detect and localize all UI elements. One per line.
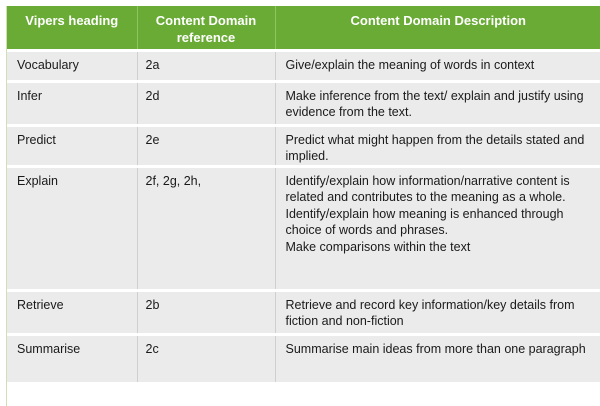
- header-vipers-heading: Vipers heading: [7, 6, 137, 50]
- table-row: [7, 334, 600, 382]
- description-line: Make comparisons within the text: [285, 239, 471, 254]
- vipers-table-container: [6, 6, 600, 406]
- row-heading: Infer: [7, 81, 137, 125]
- description-line: Identify/explain how meaning is enhanced through choice of words and phrases.: [285, 206, 564, 237]
- description-line: Retrieve and record key information/key details from fiction and non-fiction: [285, 297, 575, 328]
- header-content-domain-reference: Content Domain reference: [137, 6, 275, 50]
- header-content-domain-description: Content Domain Description: [275, 6, 600, 50]
- row-heading: Vocabulary: [7, 50, 137, 81]
- row-description: [275, 50, 600, 81]
- row-reference: 2e: [137, 125, 275, 166]
- table-row: [7, 125, 600, 166]
- table-header-row: [7, 6, 600, 50]
- row-heading: Predict: [7, 125, 137, 166]
- description-line: Make inference from the text/ explain and justify using evidence from the text.: [285, 88, 584, 119]
- row-heading: Explain: [7, 166, 137, 290]
- description-line: Give/explain the meaning of words in context: [285, 57, 535, 72]
- table-row: [7, 166, 600, 290]
- row-reference: 2c: [137, 334, 275, 382]
- row-description: [275, 81, 600, 125]
- table-row: [7, 290, 600, 334]
- table-row: [7, 50, 600, 81]
- row-description: [275, 334, 600, 382]
- row-description: [275, 125, 600, 166]
- table-bottom-edge: [7, 400, 600, 406]
- row-heading: Retrieve: [7, 290, 137, 334]
- row-reference: 2b: [137, 290, 275, 334]
- row-reference: 2f, 2g, 2h,: [137, 166, 275, 290]
- row-description: [275, 290, 600, 334]
- row-description: [275, 166, 600, 290]
- row-reference: 2d: [137, 81, 275, 125]
- table-row: [7, 81, 600, 125]
- description-line: Predict what might happen from the details stated and implied.: [285, 132, 585, 163]
- row-heading: Summarise: [7, 334, 137, 382]
- row-reference: 2a: [137, 50, 275, 81]
- description-line: Identify/explain how information/narrative content is related and contributes to the meaning as a whole.: [285, 173, 570, 204]
- vipers-table: [7, 6, 600, 382]
- description-line: Summarise main ideas from more than one paragraph: [285, 341, 586, 356]
